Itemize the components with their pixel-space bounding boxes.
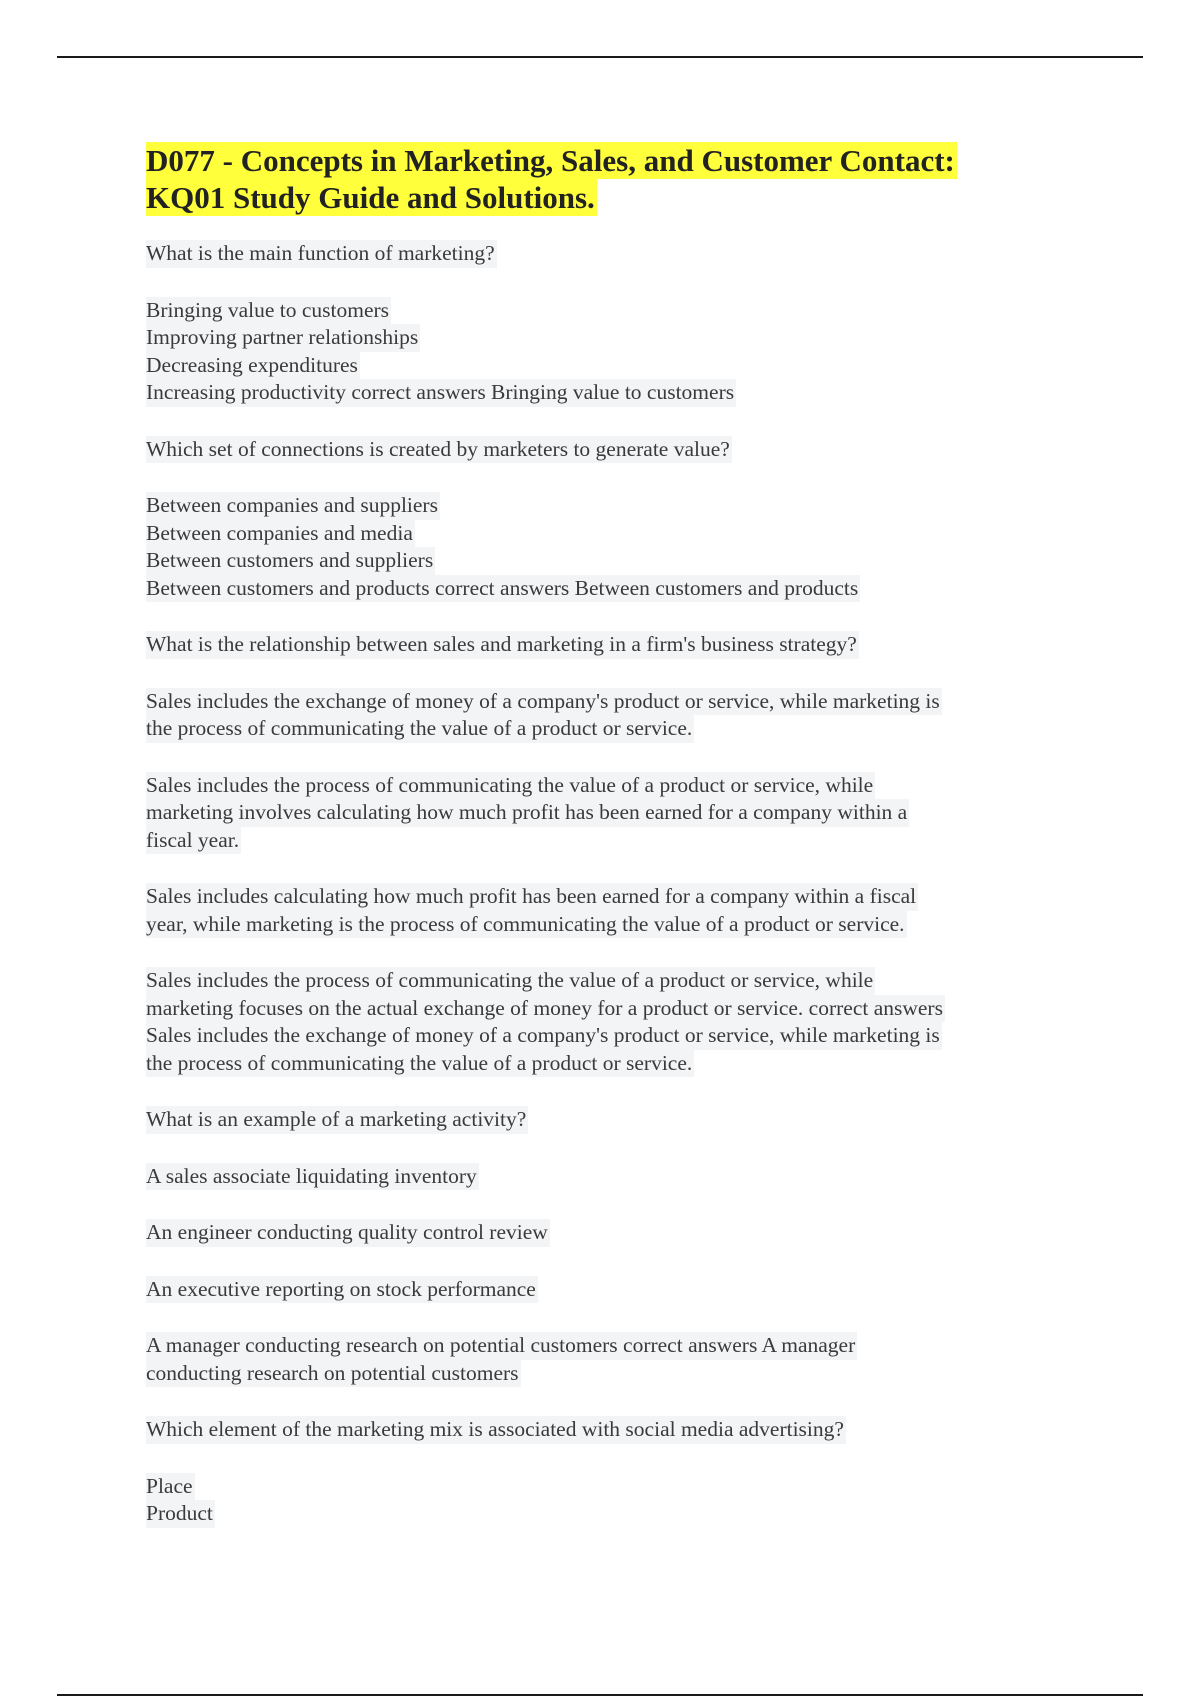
question-3 — [146, 631, 1076, 659]
answer-option: Between customers and suppliers — [146, 547, 435, 575]
answer-options-2 — [146, 492, 1076, 602]
answer-options-1 — [146, 297, 1076, 407]
answer-option: Between companies and suppliers — [146, 492, 440, 520]
bottom-rule — [57, 1694, 1143, 1696]
answer-line: conducting research on potential customers — [146, 1360, 521, 1388]
answer-line: An engineer conducting quality control review — [146, 1219, 550, 1247]
answer-option: Product — [146, 1500, 215, 1528]
question-text: Which set of connections is created by marketers to generate value? — [146, 436, 732, 464]
answer-option: Improving partner relationships — [146, 324, 420, 352]
answer-option: Between companies and media — [146, 520, 415, 548]
question-4 — [146, 1106, 1076, 1134]
answer-line: A manager conducting research on potential customers correct answers A manager — [146, 1332, 857, 1360]
answer-option-block — [146, 1332, 1076, 1387]
question-text: What is the relationship between sales and marketing in a firm's business strategy? — [146, 631, 859, 659]
document-title — [146, 142, 1076, 216]
answer-line: year, while marketing is the process of communicating the value of a product or service. — [146, 911, 907, 939]
answer-option-block — [146, 883, 1076, 938]
answer-line: fiscal year. — [146, 827, 241, 855]
answer-option-block — [146, 772, 1076, 855]
answer-line: Sales includes the process of communicating the value of a product or service, while — [146, 772, 875, 800]
question-5 — [146, 1416, 1076, 1444]
answer-option-block — [146, 1276, 1076, 1304]
answer-line: the process of communicating the value of a product or service. — [146, 715, 694, 743]
title-line: KQ01 Study Guide and Solutions. — [146, 180, 595, 215]
answer-option-block — [146, 688, 1076, 743]
answer-line: An executive reporting on stock performance — [146, 1276, 538, 1304]
answer-line: the process of communicating the value of a product or service. — [146, 1050, 694, 1078]
question-1 — [146, 240, 1076, 268]
answer-line: marketing involves calculating how much profit has been earned for a company within a — [146, 799, 909, 827]
answer-option: Between customers and products correct answers Between customers and products — [146, 575, 860, 603]
title-line: D077 - Concepts in Marketing, Sales, and Customer Contact: — [146, 143, 955, 178]
top-rule — [57, 56, 1143, 58]
answer-options-5 — [146, 1473, 1076, 1528]
question-text: What is an example of a marketing activity? — [146, 1106, 528, 1134]
answer-line: Sales includes the process of communicating the value of a product or service, while — [146, 967, 875, 995]
answer-line: Sales includes the exchange of money of a company's product or service, while marketing is — [146, 688, 942, 716]
answer-option-block — [146, 1219, 1076, 1247]
answer-line: A sales associate liquidating inventory — [146, 1163, 479, 1191]
answer-option: Decreasing expenditures — [146, 352, 360, 380]
answer-line: marketing focuses on the actual exchange of money for a product or service. correct answers — [146, 995, 945, 1023]
answer-option-block — [146, 967, 1076, 1077]
answer-line: Sales includes the exchange of money of a company's product or service, while marketing is — [146, 1022, 942, 1050]
answer-line: Sales includes calculating how much profit has been earned for a company within a fiscal — [146, 883, 918, 911]
question-2 — [146, 436, 1076, 464]
question-text: Which element of the marketing mix is associated with social media advertising? — [146, 1416, 846, 1444]
answer-option: Place — [146, 1473, 195, 1501]
answer-option-block — [146, 1163, 1076, 1191]
document-body — [146, 142, 1076, 1557]
answer-option: Bringing value to customers — [146, 297, 391, 325]
answer-option: Increasing productivity correct answers Bringing value to customers — [146, 379, 736, 407]
question-text: What is the main function of marketing? — [146, 240, 497, 268]
